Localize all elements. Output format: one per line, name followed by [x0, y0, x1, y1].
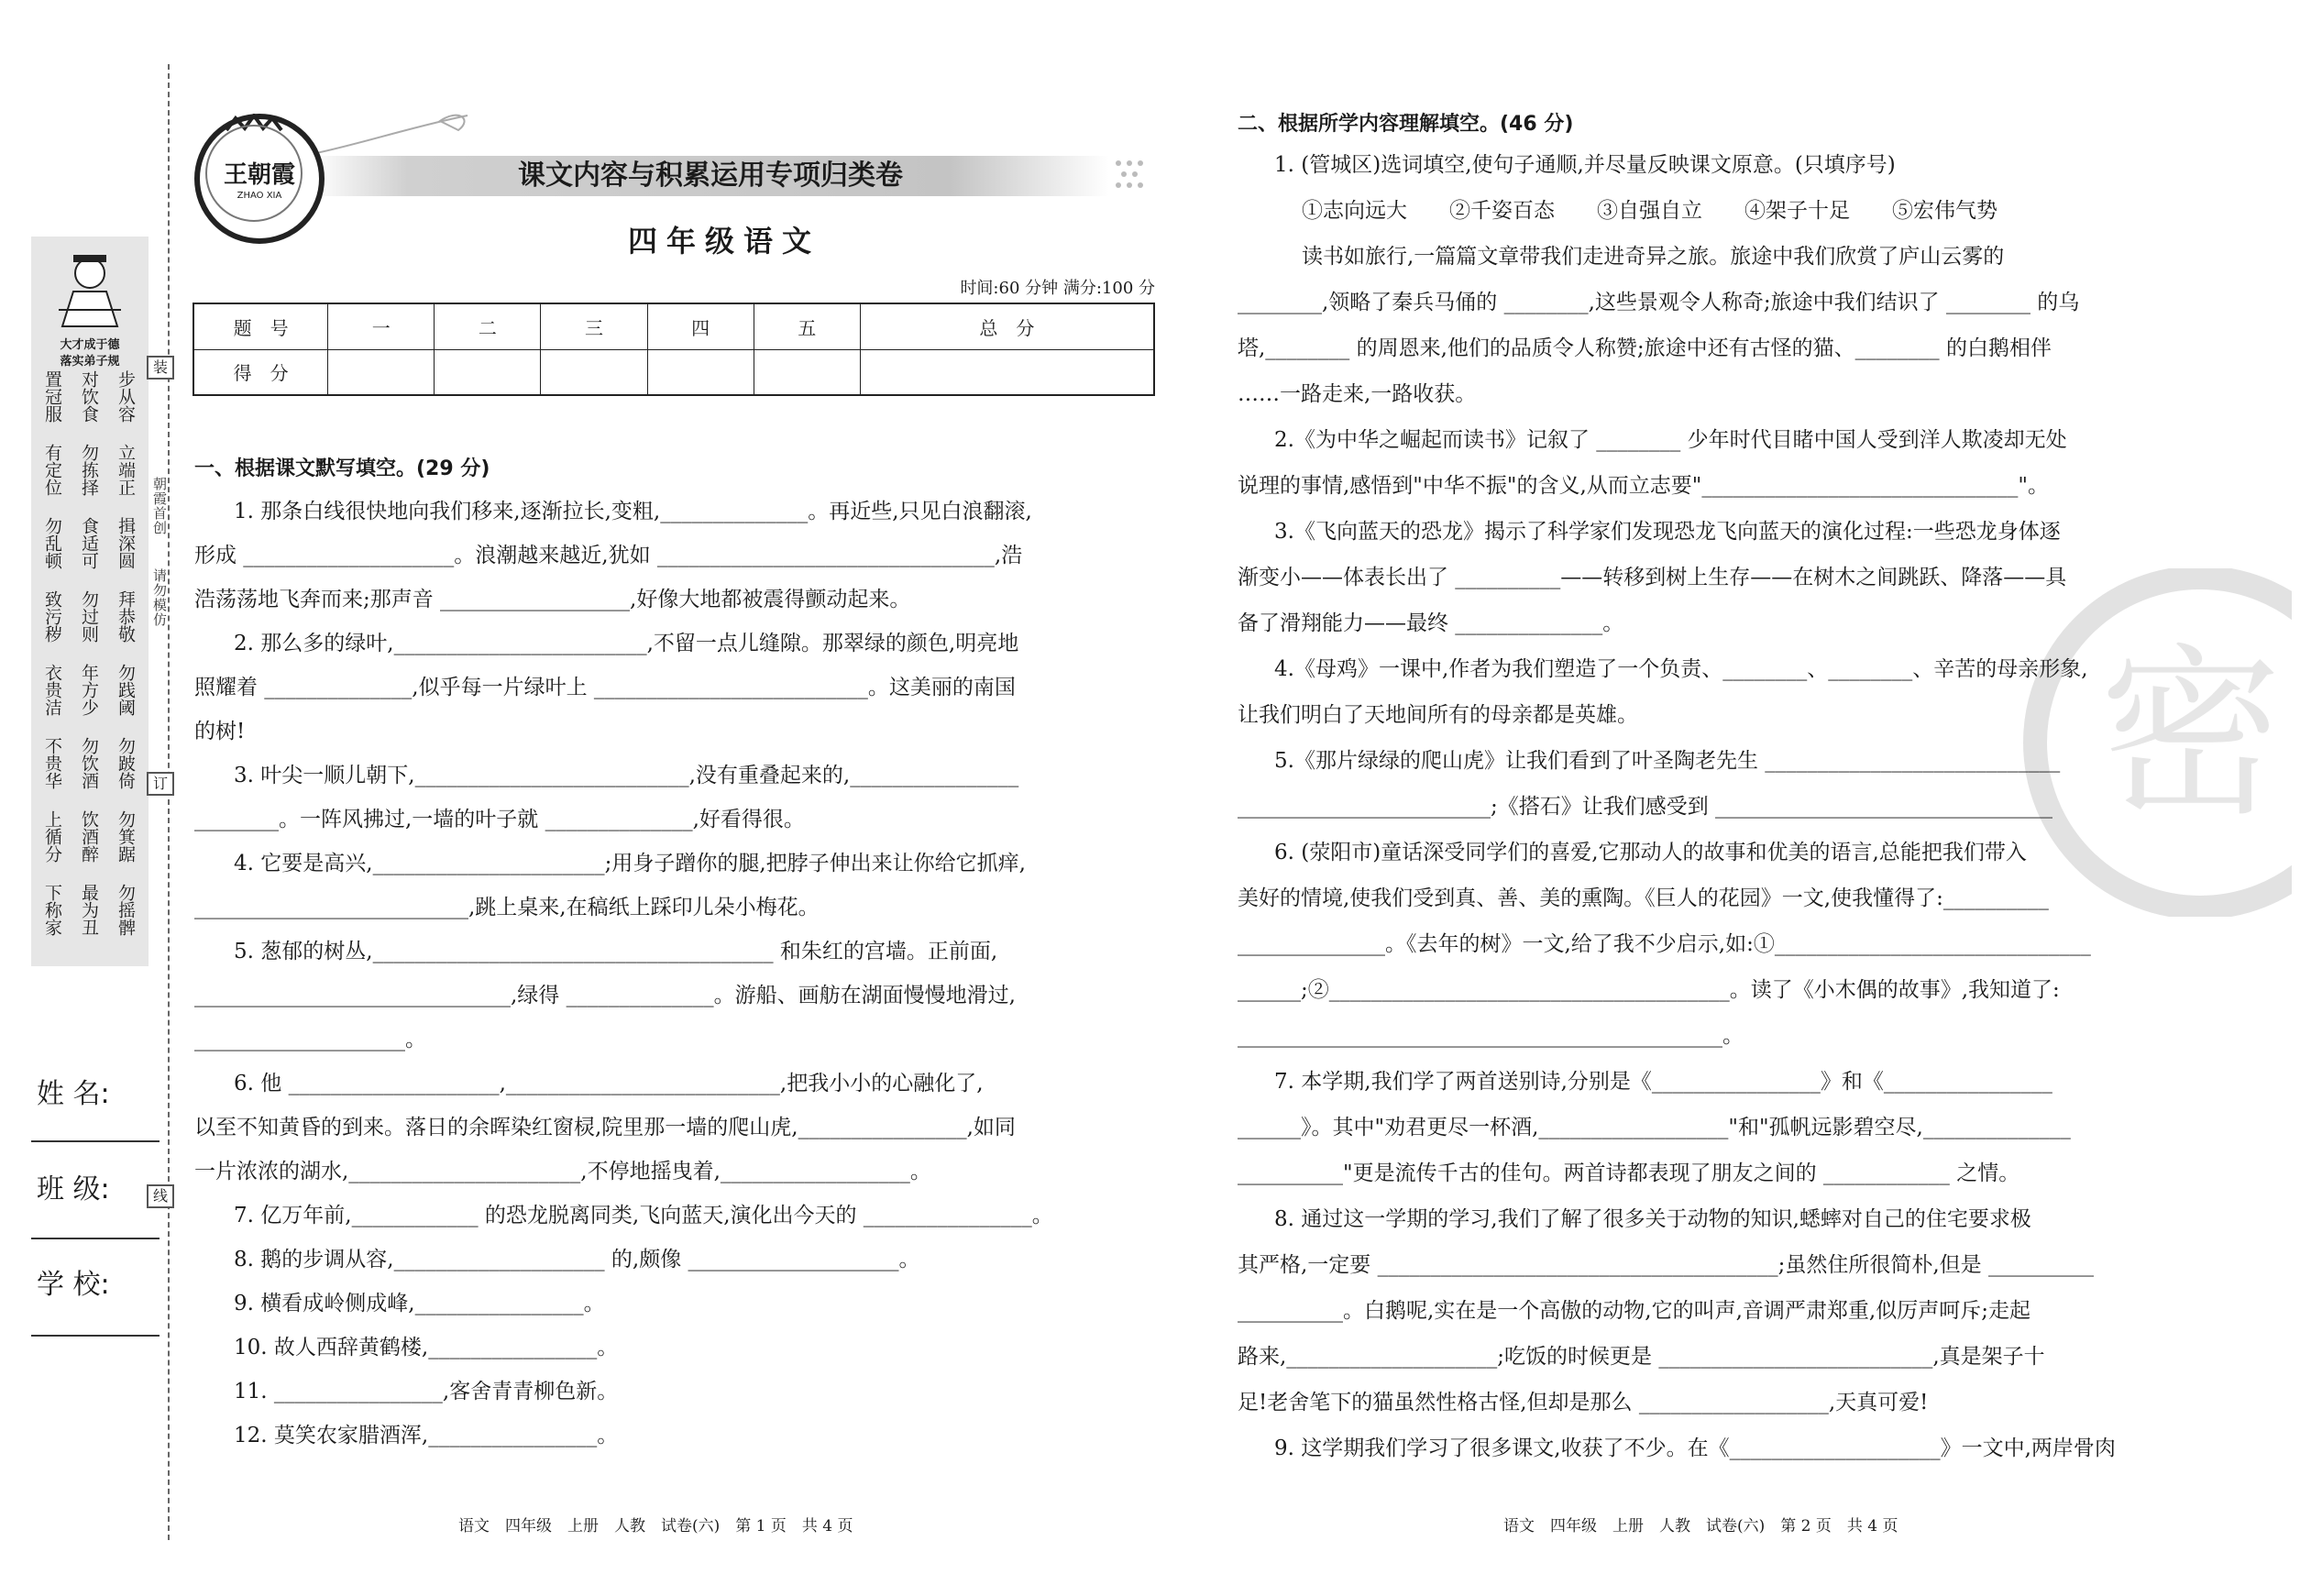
question-line: ______》。其中"劝君更尽一杯酒,__________________"和"孤帆远影碧空尽,______________	[1238, 1116, 2071, 1139]
motto-col: 对饮食	[79, 370, 99, 423]
motto-col: 勿践阈	[116, 664, 136, 716]
question-line: __________________________,跳上桌来,在稿纸上踩印儿朵小梅花。	[194, 896, 820, 919]
motto-col: 立端正	[116, 444, 136, 496]
question-line: 一片浓浓的湖水,______________________,不停地摇曳着,__________________。	[194, 1160, 931, 1183]
question-line: ______;②______________________________________。读了《小木偶的故事》,我知道了:	[1238, 978, 2060, 1002]
motto-col: 上循分	[42, 810, 62, 863]
motto-col: 饮酒醉	[79, 810, 99, 863]
binding-stamp: 订	[147, 772, 174, 796]
question-line: __________"更是流传千古的佳句。两首诗都表现了朋友之间的 ____________ 之情。	[1238, 1161, 2020, 1185]
question-line: 2. 那么多的绿叶,________________________,不留一点儿缝隙。那翠绿的颜色,明亮地	[234, 632, 1019, 655]
motto-line-1: 大才成于德	[60, 338, 120, 352]
score-cell: 一	[328, 303, 435, 349]
motto-col: 年方少	[79, 664, 99, 716]
motto-col: 勿箕踞	[116, 810, 136, 863]
school-label: 学 校:	[37, 1269, 110, 1301]
fold-line	[168, 64, 170, 1540]
score-cell: 二	[435, 303, 541, 349]
question-line: ________。一阵风拂过,一墙的叶子就 ______________,好看得很。	[194, 808, 805, 831]
name-label: 姓 名:	[37, 1078, 110, 1110]
motto-col: 有定位	[42, 444, 62, 496]
question-line: ____________________。	[194, 1028, 426, 1051]
score-cell: 四	[647, 303, 754, 349]
question-line: 8. 鹅的步调从容,____________________ 的,颇像 ____________________。	[234, 1248, 920, 1271]
class-label: 班 级:	[37, 1173, 110, 1205]
page-footer-right: 语文 四年级 上册 人教 试卷(六) 第 2 页 共 4 页	[1503, 1517, 1898, 1535]
motto-col: 勿过则	[79, 590, 99, 643]
score-cell: 题 号	[193, 303, 328, 349]
motto-col: 步从容	[116, 370, 136, 423]
score-input-cell[interactable]	[860, 349, 1154, 395]
question-line: 路来,____________________;吃饭的时候更是 __________________________,真是架子十	[1238, 1345, 2045, 1369]
question-line: 照耀着 ______________,似乎每一片绿叶上 __________________________。这美丽的南国	[194, 676, 1016, 699]
question-line: 2.《为中华之崛起而读书》记叙了 ________ 少年时代目睹中国人受到洋人欺凌却无处	[1274, 428, 2067, 452]
class-field[interactable]	[31, 1238, 160, 1239]
score-cell: 总 分	[860, 303, 1154, 349]
question-line: 备了滑翔能力——最终 ______________。	[1238, 611, 1624, 635]
motto-col: 食适可	[79, 517, 99, 569]
question-line: ________,领略了秦兵马俑的 ________,这些景观令人称奇;旅途中我们结识了 ________ 的乌	[1238, 291, 2080, 314]
question-line: ……一路走来,一路收获。	[1238, 382, 1477, 406]
copyright-note-2: 请勿模仿	[151, 568, 168, 627]
score-input-cell[interactable]	[328, 349, 435, 395]
scholar-illustration	[50, 246, 130, 328]
motto-col: 勿跛倚	[116, 737, 136, 789]
question-line: 12. 莫笑农家腊酒浑,________________。	[234, 1424, 619, 1447]
motto-col: 不贵华	[42, 737, 62, 789]
score-input-cell[interactable]	[541, 349, 647, 395]
question-line: 3.《飞向蓝天的恐龙》揭示了科学家们发现恐龙飞向蓝天的演化过程:一些恐龙身体逐	[1274, 520, 2061, 544]
question-line: 4.《母鸡》一课中,作者为我们塑造了一个负责、________、________、辛苦的母亲形象,	[1274, 657, 2088, 681]
motto-col: 衣贵洁	[42, 664, 62, 716]
copyright-note-1: 朝霞首创	[151, 477, 168, 535]
brand-logo	[194, 114, 325, 244]
question-line: ______________________________,绿得 ______________。游船、画舫在湖面慢慢地滑过,	[194, 984, 1016, 1007]
motto-col: 下称家	[42, 884, 62, 936]
question-line: 6. 他 ____________________,__________________________,把我小小的心融化了,	[234, 1072, 984, 1095]
question-line: 5.《那片绿绿的爬山虎》让我们看到了叶圣陶老先生 ____________________________	[1274, 749, 2061, 773]
question-line: 4. 它要是高兴,______________________;用身子蹭你的腿,把脖子伸出来让你给它抓痒,	[234, 852, 1026, 875]
question-line: 6. (荥阳市)童话深受同学们的喜爱,它那动人的故事和优美的语言,总能把我们带入	[1274, 841, 2027, 864]
question-line: __________。白鹅呢,实在是一个高傲的动物,它的叫声,音调严肃郑重,似厉声呵斥;走起	[1238, 1299, 2030, 1323]
question-line: 3. 叶尖一顺儿朝下,__________________________,没有重叠起来的,________________	[234, 764, 1019, 787]
school-field[interactable]	[31, 1335, 160, 1337]
question-line: 让我们明白了天地间所有的母亲都是英雄。	[1238, 703, 1638, 727]
question-line: 美好的情境,使我们受到真、善、美的熏陶。《巨人的花园》一文,使我懂得了:__________	[1238, 886, 2049, 910]
question-line: 塔,________ 的周恩来,他们的品质令人称赞;旅途中还有古怪的猫、________ 的白鹅相伴	[1238, 336, 2052, 360]
binding-stamp: 装	[147, 356, 174, 380]
question-line: 渐变小——体表长出了 __________——转移到树上生存——在树木之间跳跃、降落——具	[1238, 566, 2067, 589]
score-cell: 五	[754, 303, 860, 349]
page-footer-left: 语文 四年级 上册 人教 试卷(六) 第 1 页 共 4 页	[458, 1517, 853, 1535]
binding-stamp: 线	[147, 1184, 174, 1208]
question-line: 1. 那条白线很快地向我们移来,逐渐拉长,变粗,______________。再近些,只见白浪翻滚,	[234, 500, 1032, 523]
motto-col: 置冠服	[42, 370, 62, 423]
score-table-score-row	[193, 349, 1154, 395]
question-line: 读书如旅行,一篇篇文章带我们走进奇异之旅。旅途中我们欣赏了庐山云雾的	[1302, 245, 2005, 269]
question-line: 11. ________________,客舍青青柳色新。	[234, 1380, 619, 1403]
question-line: 的树!	[194, 720, 246, 743]
question-line: 说理的事情,感悟到"中华不振"的含义,从而立志要"______________________________"。	[1238, 474, 2049, 498]
score-cell: 三	[541, 303, 647, 349]
question-line: 1. (管城区)选词填空,使句子通顺,并尽量反映课文原意。(只填序号)	[1274, 153, 1896, 177]
motto-col: 勿饮酒	[79, 737, 99, 789]
motto-col: 勿摇髀	[116, 884, 136, 936]
confidential-watermark	[2017, 568, 2292, 917]
question-line: ______________。《去年的树》一文,给了我不少启示,如:①______________________________	[1238, 932, 2091, 956]
section-2-title: 二、根据所学内容理解填空。(46 分)	[1238, 113, 1574, 136]
logo-subtext: ZHAO XIA	[237, 191, 282, 201]
motto-heading	[33, 337, 147, 370]
question-line: 形成 ____________________。浪潮越来越近,犹如 ________________________________,浩	[194, 544, 1023, 567]
question-line: ______________________________________________。	[1238, 1024, 1744, 1048]
question-line: ________________________;《搭石》让我们感受到 ________________________________	[1238, 795, 2053, 819]
question-line: 7. 本学期,我们学了两首送别诗,分别是《________________》和《________________	[1274, 1070, 2052, 1094]
motto-col: 最为丑	[79, 884, 99, 936]
time-and-score-info: 时间:60 分钟 满分:100 分	[960, 279, 1155, 298]
question-line: 5. 葱郁的树丛,______________________________________ 和朱红的宫墙。正前面,	[234, 940, 998, 963]
subject-title: 四年级语文	[627, 224, 820, 259]
dot-pattern-decoration	[1113, 158, 1153, 194]
question-line: 以至不知黄昏的到来。落日的余晖染红窗棂,院里那一墙的爬山虎,________________,如同	[194, 1116, 1016, 1139]
name-field[interactable]	[31, 1140, 160, 1142]
question-line: 足!老舍笔下的猫虽然性格古怪,但却是那么 __________________,天真可爱!	[1238, 1391, 1929, 1414]
score-cell: 得 分	[193, 349, 328, 395]
motto-grid	[37, 370, 143, 957]
question-line: 浩荡荡地飞奔而来;那声音 __________________,好像大地都被震得颤动起来。	[194, 588, 911, 611]
question-line: 8. 通过这一学期的学习,我们了解了很多关于动物的知识,蟋蟀对自己的住宅要求极	[1274, 1207, 2031, 1231]
motto-col: 拜恭敬	[116, 590, 136, 643]
score-input-cell[interactable]	[435, 349, 541, 395]
motto-line-2: 落实弟子规	[60, 355, 120, 369]
motto-col: 揖深圆	[116, 517, 136, 569]
question-line: 其严格,一定要 ______________________________________;虽然住所很简朴,但是 __________	[1238, 1253, 2094, 1277]
watermark-char: 密	[2098, 628, 2283, 842]
score-table-header-row	[193, 303, 1154, 349]
paper-title: 课文内容与积累运用专项归类卷	[518, 160, 903, 192]
question-line: 9. 横看成岭侧成峰,________________。	[234, 1292, 605, 1315]
motto-col: 勿乱顿	[42, 517, 62, 569]
score-input-cell[interactable]	[754, 349, 860, 395]
score-table	[193, 303, 1155, 396]
question-line: ①志向远大 ②千姿百态 ③自强自立 ④架子十足 ⑤宏伟气势	[1302, 199, 1997, 223]
motto-col: 勿拣择	[79, 444, 99, 496]
section-1-title: 一、根据课文默写填空。(29 分)	[194, 457, 490, 480]
motto-col: 致污秽	[42, 590, 62, 643]
question-line: 9. 这学期我们学习了很多课文,收获了不少。在《____________________》一文中,两岸骨肉	[1274, 1436, 2116, 1460]
logo-text: 王朝霞	[223, 161, 295, 189]
score-input-cell[interactable]	[647, 349, 754, 395]
question-line: 10. 故人西辞黄鹤楼,________________。	[234, 1336, 619, 1359]
ribbon-decoration	[312, 108, 477, 163]
question-line: 7. 亿万年前,____________ 的恐龙脱离同类,飞向蓝天,演化出今天的 ________________。	[234, 1204, 1053, 1227]
